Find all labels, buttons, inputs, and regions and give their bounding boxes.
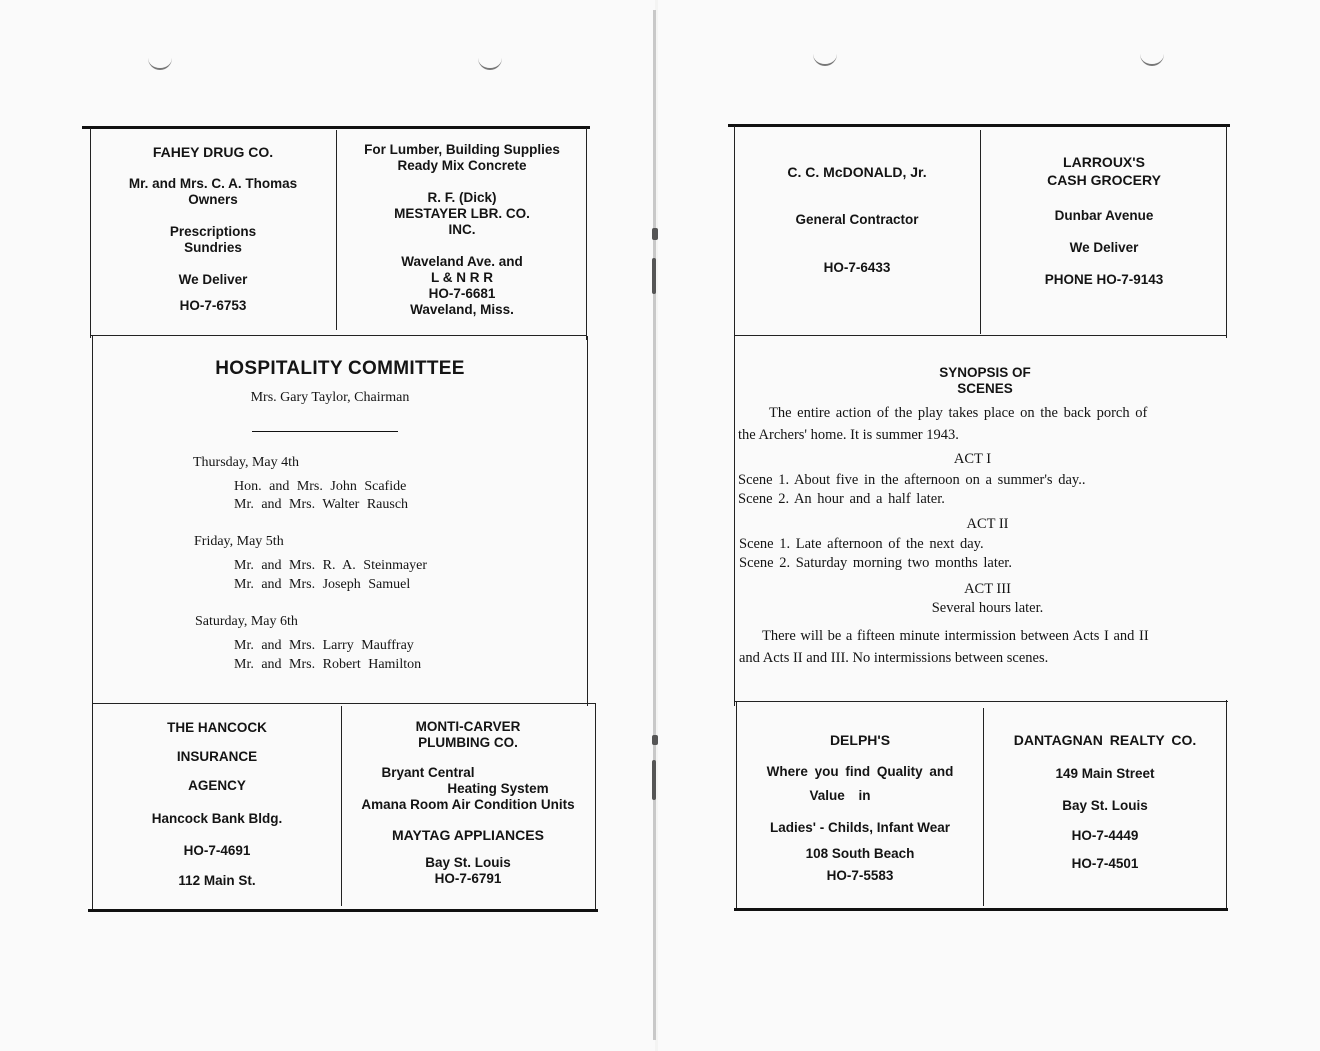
ad-phone: HO-7-6433 [823, 260, 891, 275]
ad-name: FAHEY DRUG CO. [152, 144, 274, 160]
ad-address: Hancock Bank Bldg. [151, 811, 283, 826]
scene-line: Scene 2. An hour and a half later. [738, 491, 945, 507]
ad-line: Ready Mix Concrete [397, 158, 527, 173]
host-name: Mr. and Mrs. R. A. Steinmayer [234, 558, 428, 573]
larroux-grocery-ad [982, 154, 1226, 288]
ad-name: C. C. McDONALD, Jr. [787, 164, 927, 180]
delphs-ad [738, 732, 982, 884]
box-border [1226, 126, 1227, 338]
ad-name: PLUMBING CO. [418, 735, 518, 750]
staple-mark [652, 228, 658, 240]
ad-line: Amana Room Air Condition Units [361, 797, 575, 812]
host-name: Mr. and Mrs. Larry Mauffray [234, 638, 414, 653]
ad-name: LARROUX'S [1063, 154, 1145, 170]
ad-phone: HO-7-6681 [428, 286, 496, 301]
box-border [1226, 700, 1227, 910]
ad-address: Dunbar Avenue [1054, 208, 1154, 223]
box-border [90, 128, 91, 338]
intermission-note: There will be a fifteen minute intermission between Acts I and II [762, 628, 1149, 644]
scene-line: Scene 2. Saturday morning two months later. [739, 555, 1012, 571]
ad-owners-label: Owners [188, 192, 238, 207]
ad-line: Value in [809, 788, 871, 803]
intermission-note: and Acts II and III. No intermissions between scenes. [739, 650, 1049, 666]
ad-city: Bay St. Louis [1062, 798, 1148, 813]
act-heading: ACT II [966, 516, 1009, 532]
ad-name: R. F. (Dick) [427, 190, 497, 205]
synopsis-title: SYNOPSIS OF [939, 365, 1031, 380]
monti-carver-ad [343, 719, 593, 887]
ad-name: CASH GROCERY [1047, 172, 1161, 188]
box-border [980, 130, 981, 334]
box-border [734, 335, 1227, 336]
divider [252, 431, 398, 432]
box-border [734, 126, 735, 338]
box-border [586, 128, 587, 340]
bottom-rule [88, 909, 598, 912]
day-heading: Saturday, May 6th [195, 614, 298, 629]
ad-line: General Contractor [795, 212, 919, 227]
ad-line: Bryant Central [381, 765, 475, 780]
synopsis-text: the Archers' home. It is summer 1943. [738, 427, 959, 443]
box-border [736, 702, 737, 910]
day-heading: Thursday, May 4th [193, 455, 300, 470]
staple-mark [652, 735, 658, 745]
hospitality-title: HOSPITALITY COMMITTEE [215, 358, 465, 379]
top-rule [82, 126, 590, 129]
ad-address: Waveland Ave. and [401, 254, 523, 269]
box-border [983, 708, 984, 906]
hospitality-chair: Mrs. Gary Taylor, Chairman [250, 390, 410, 405]
act-heading: ACT I [953, 451, 992, 467]
synopsis-text: The entire action of the play takes place on the back porch of [769, 405, 1148, 421]
act-heading: ACT III [964, 581, 1011, 597]
top-rule [728, 124, 1230, 127]
ad-line: Sundries [184, 240, 242, 255]
box-border [595, 704, 596, 910]
ad-city: Waveland, Miss. [410, 302, 514, 317]
staple-mark [652, 760, 656, 800]
hancock-insurance-ad [94, 720, 340, 889]
ad-name: THE HANCOCK [167, 720, 267, 735]
box-border [341, 706, 342, 906]
ad-name: AGENCY [188, 778, 246, 793]
ad-name: INSURANCE [176, 749, 258, 764]
scene-line: Scene 1. Late afternoon of the next day. [739, 536, 984, 552]
host-name: Mr. and Mrs. Joseph Samuel [234, 577, 411, 592]
box-border [92, 704, 93, 910]
ad-address: L & N R R [430, 270, 493, 285]
synopsis-title: SCENES [957, 381, 1013, 396]
host-name: Hon. and Mrs. John Scafide [234, 479, 407, 494]
box-border [734, 701, 1228, 702]
staple-mark [652, 258, 656, 294]
box-border [587, 336, 588, 706]
ad-name: DELPH'S [829, 732, 891, 748]
ad-line: Prescriptions [169, 224, 257, 239]
fahey-drug-ad [92, 144, 334, 314]
scene-line: Scene 1. About five in the afternoon on a summer's day.. [738, 472, 1086, 488]
host-name: Mr. and Mrs. Walter Rausch [234, 497, 409, 512]
ad-city: Bay St. Louis [425, 855, 511, 870]
host-name: Mr. and Mrs. Robert Hamilton [234, 657, 422, 672]
ad-address: 108 South Beach [805, 846, 915, 861]
ad-phone: HO-7-4691 [183, 843, 251, 858]
mcdonald-contractor-ad [736, 164, 978, 276]
ad-name: MONTI-CARVER [415, 719, 521, 734]
ad-phone: HO-7-6753 [179, 298, 247, 313]
ad-address: 112 Main St. [178, 873, 256, 888]
box-border [336, 130, 337, 330]
ad-owners: Mr. and Mrs. C. A. Thomas [128, 176, 298, 191]
bottom-rule [734, 908, 1228, 911]
box-border [90, 335, 587, 336]
ad-name: DANTAGNAN REALTY CO. [1013, 732, 1197, 748]
ad-line: For Lumber, Building Supplies [364, 142, 560, 157]
ad-line: Ladies' - Childs, Infant Wear [770, 820, 950, 835]
ad-address: 149 Main Street [1055, 766, 1155, 781]
ad-deliver: We Deliver [178, 272, 248, 287]
ad-deliver: We Deliver [1069, 240, 1139, 255]
ad-phone: HO-7-4501 [1071, 856, 1139, 871]
day-heading: Friday, May 5th [194, 534, 284, 549]
ad-phone: HO-7-5583 [826, 868, 894, 883]
page-fold [653, 10, 656, 1040]
dantagnan-realty-ad [985, 732, 1225, 872]
ad-name: MESTAYER LBR. CO. [394, 206, 530, 221]
ad-line: Where you find Quality and [766, 764, 954, 779]
ad-phone: HO-7-4449 [1071, 828, 1139, 843]
mestayer-lumber-ad [338, 142, 586, 318]
scene-line: Several hours later. [931, 600, 1044, 616]
ad-line: Heating System [447, 781, 549, 796]
ad-name: INC. [448, 222, 476, 237]
ad-phone: PHONE HO-7-9143 [1044, 272, 1164, 287]
box-border [92, 703, 596, 704]
ad-phone: HO-7-6791 [434, 871, 502, 886]
ad-line: MAYTAG APPLIANCES [392, 827, 544, 843]
